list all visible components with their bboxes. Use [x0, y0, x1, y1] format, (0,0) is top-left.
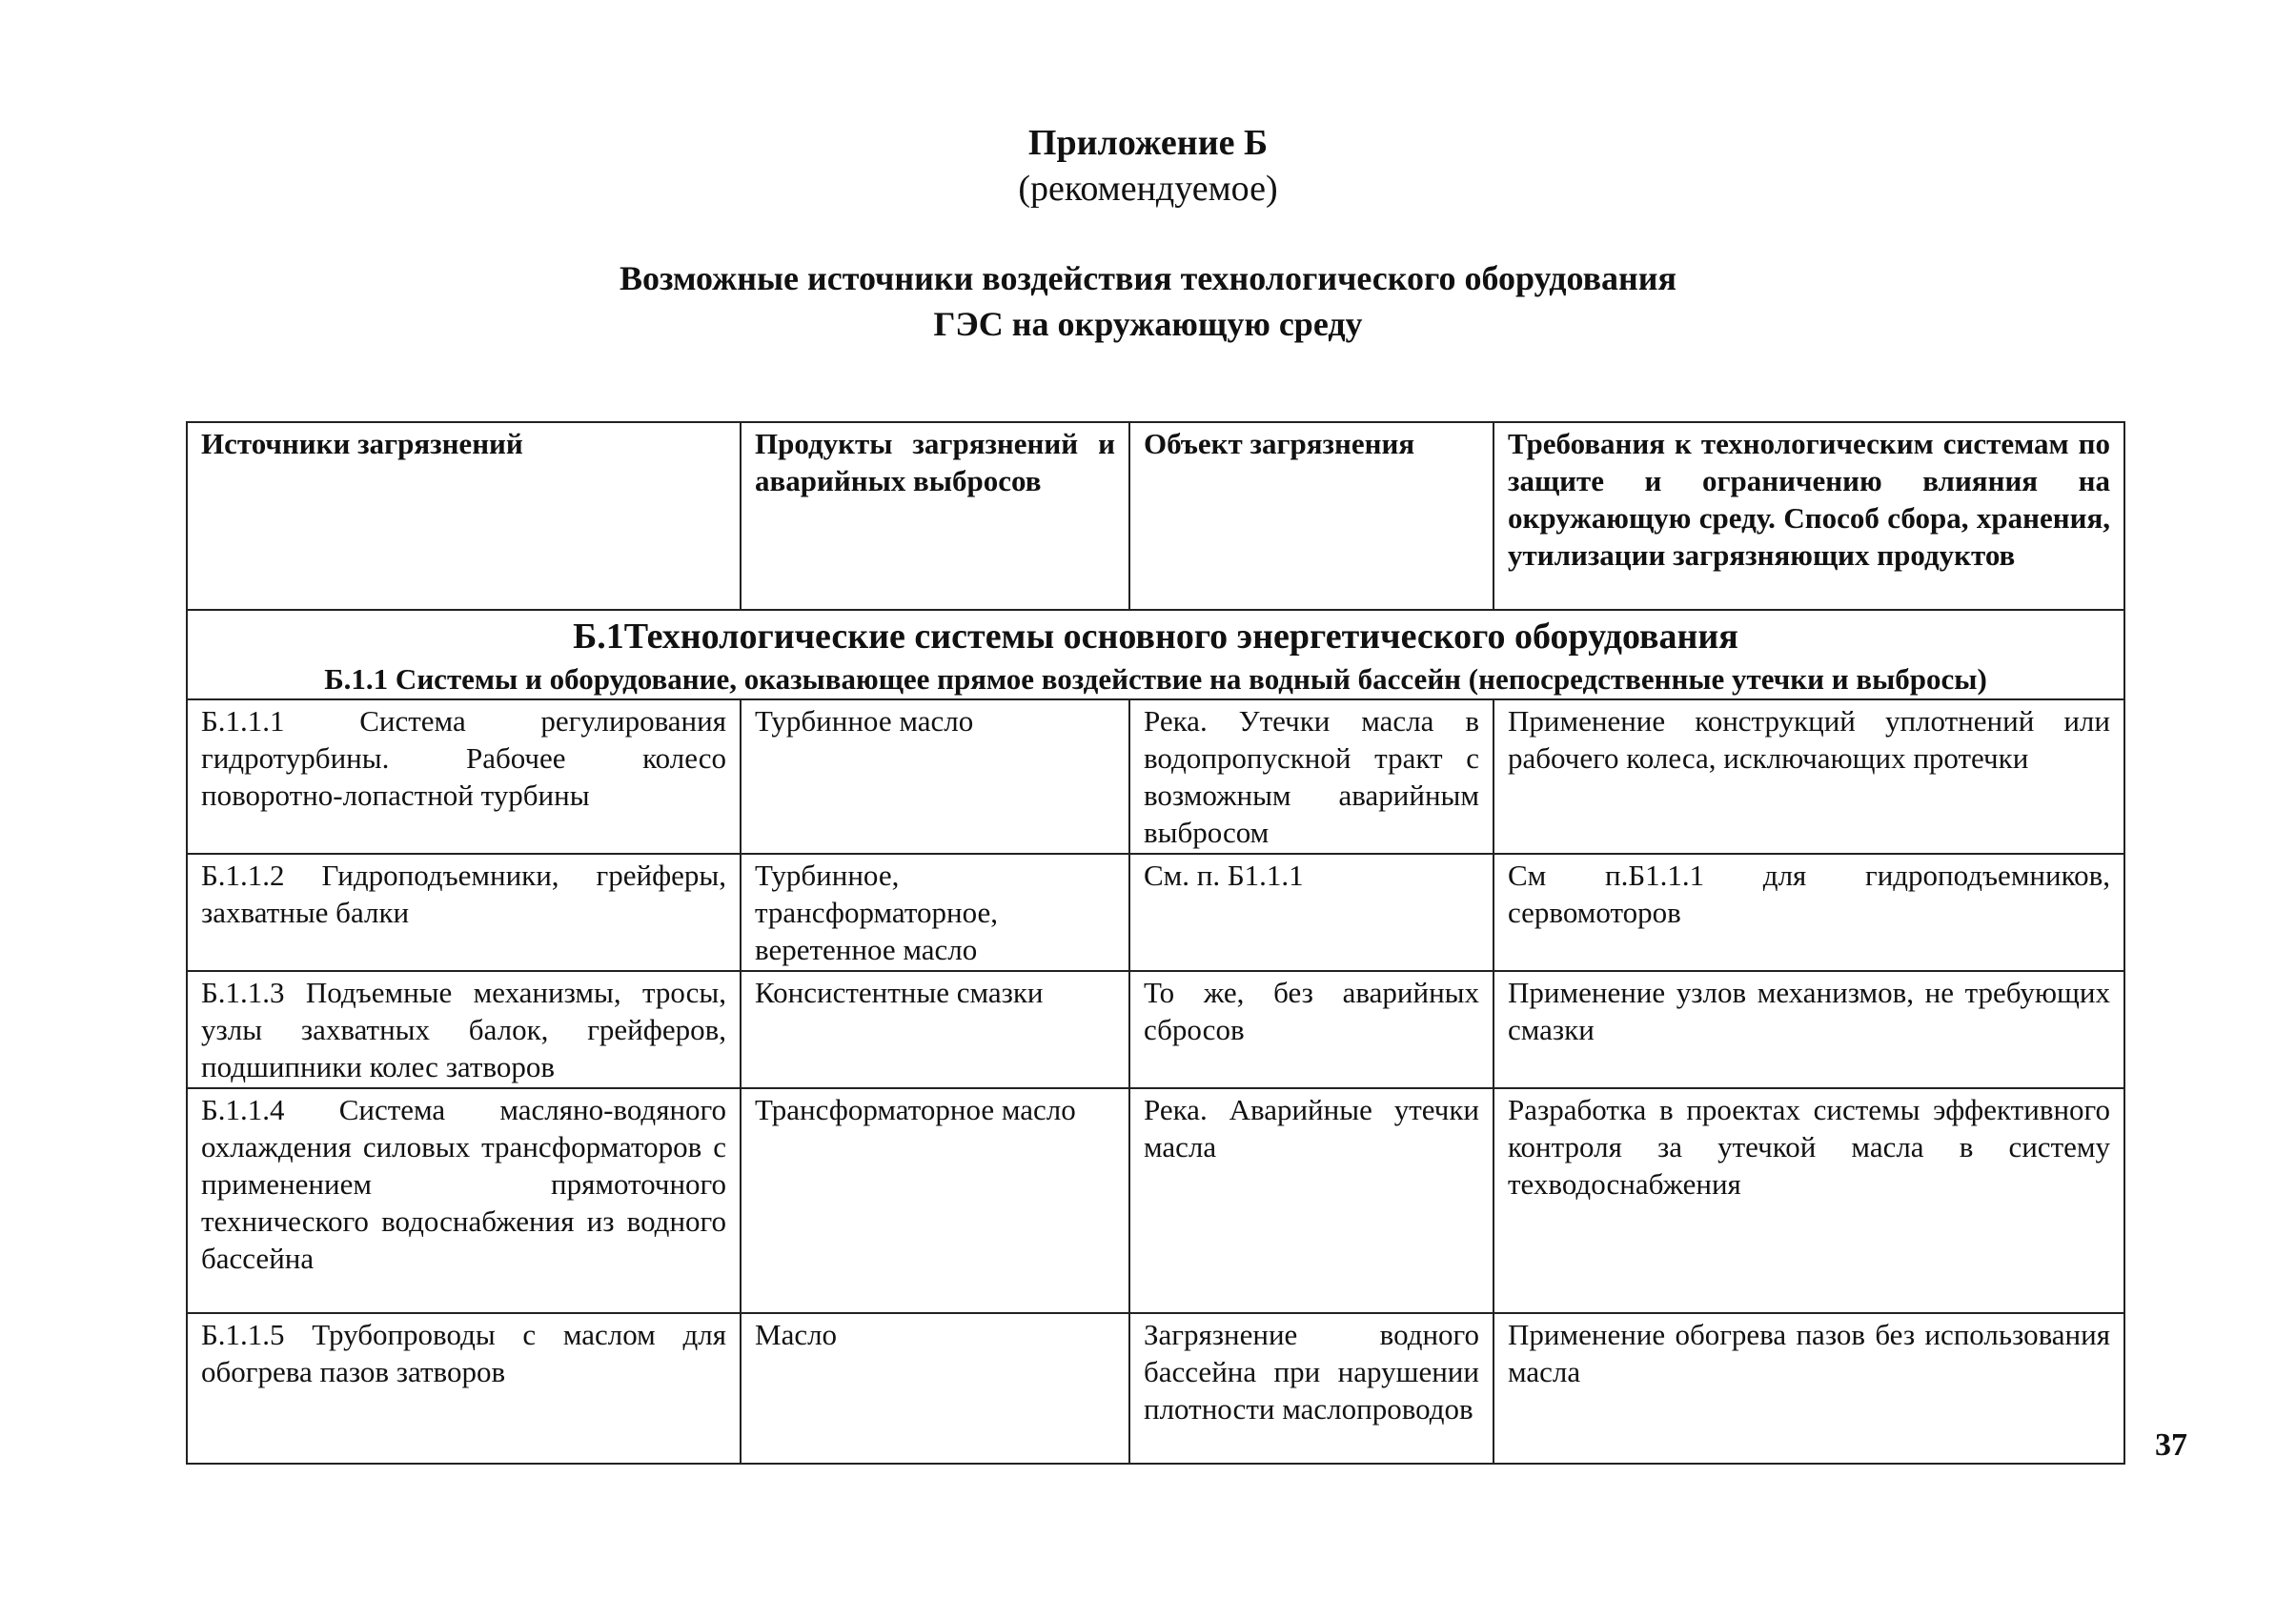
table-row: [187, 1088, 2124, 1313]
cell-source: Б.1.1.5 Трубопроводы с маслом для обогрева пазов затворов: [187, 1313, 741, 1464]
cell-object: Загрязнение водного бассейна при нарушении плотности маслопроводов: [1129, 1313, 1493, 1464]
cell-products: Трансформаторное масло: [741, 1088, 1129, 1313]
cell-source: Б.1.1.1 Система регулирования гидротурбины. Рабочее колесо поворотно-лопастной турбины: [187, 699, 741, 854]
section-row: [187, 610, 2124, 662]
document-title-line-1: Возможные источники воздействия технологического оборудования: [619, 259, 1677, 297]
section-heading: Б.1Технологические системы основного энергетического оборудования: [187, 610, 2124, 662]
subsection-heading: Б.1.1 Системы и оборудование, оказывающее прямое воздействие на водный бассейн (непосредственные утечки и выбросы): [187, 662, 2124, 699]
document-title-line-2: ГЭС на окружающую среду: [933, 305, 1363, 343]
subsection-row: [187, 662, 2124, 699]
table-row: [187, 1313, 2124, 1464]
table-row: [187, 971, 2124, 1088]
cell-object: Река. Аварийные утечки масла: [1129, 1088, 1493, 1313]
cell-requirements: См п.Б1.1.1 для гидроподъемников, сервомоторов: [1493, 854, 2124, 971]
appendix-subtitle: (рекомендуемое): [1018, 169, 1278, 209]
cell-requirements: Разработка в проектах системы эффективного контроля за утечкой масла в систему техводоснабжения: [1493, 1088, 2124, 1313]
table-header-row: [187, 422, 2124, 610]
table-row: [187, 854, 2124, 971]
cell-source: Б.1.1.2 Гидроподъемники, грейферы, захватные балки: [187, 854, 741, 971]
cell-object: См. п. Б1.1.1: [1129, 854, 1493, 971]
cell-products: Масло: [741, 1313, 1129, 1464]
cell-source: Б.1.1.3 Подъемные механизмы, тросы, узлы захватных балок, грейферов, подшипники колес затворов: [187, 971, 741, 1088]
header-sources: Источники загрязнений: [187, 422, 741, 610]
page-number: 37: [2155, 1427, 2187, 1463]
pollution-sources-table: [186, 421, 2125, 1465]
table-row: [187, 699, 2124, 854]
cell-requirements: Применение конструкций уплотнений или рабочего колеса, исключающих протечки: [1493, 699, 2124, 854]
cell-object: То же, без аварийных сбросов: [1129, 971, 1493, 1088]
cell-source: Б.1.1.4 Система масляно-водяного охлаждения силовых трансформаторов с применением прямоточного технического водоснабжения из водного бассейна: [187, 1088, 741, 1313]
document-title: [0, 255, 2296, 347]
appendix-title: Приложение Б: [1027, 123, 1269, 163]
cell-object: Река. Утечки масла в водопропускной тракт с возможным аварийным выбросом: [1129, 699, 1493, 854]
cell-requirements: Применение узлов механизмов, не требующих смазки: [1493, 971, 2124, 1088]
cell-products: Консистентные смазки: [741, 971, 1129, 1088]
cell-products: Турбинное, трансформаторное, веретенное масло: [741, 854, 1129, 971]
cell-products: Турбинное масло: [741, 699, 1129, 854]
header-object: Объект загрязнения: [1129, 422, 1493, 610]
header-products: Продукты загрязнений и аварийных выбросов: [741, 422, 1129, 610]
header-requirements: Требования к технологическим системам по защите и ограничению влияния на окружающую среду. Способ сбора, хранения, утилизации загрязняющих продуктов: [1493, 422, 2124, 610]
cell-requirements: Применение обогрева пазов без использования масла: [1493, 1313, 2124, 1464]
